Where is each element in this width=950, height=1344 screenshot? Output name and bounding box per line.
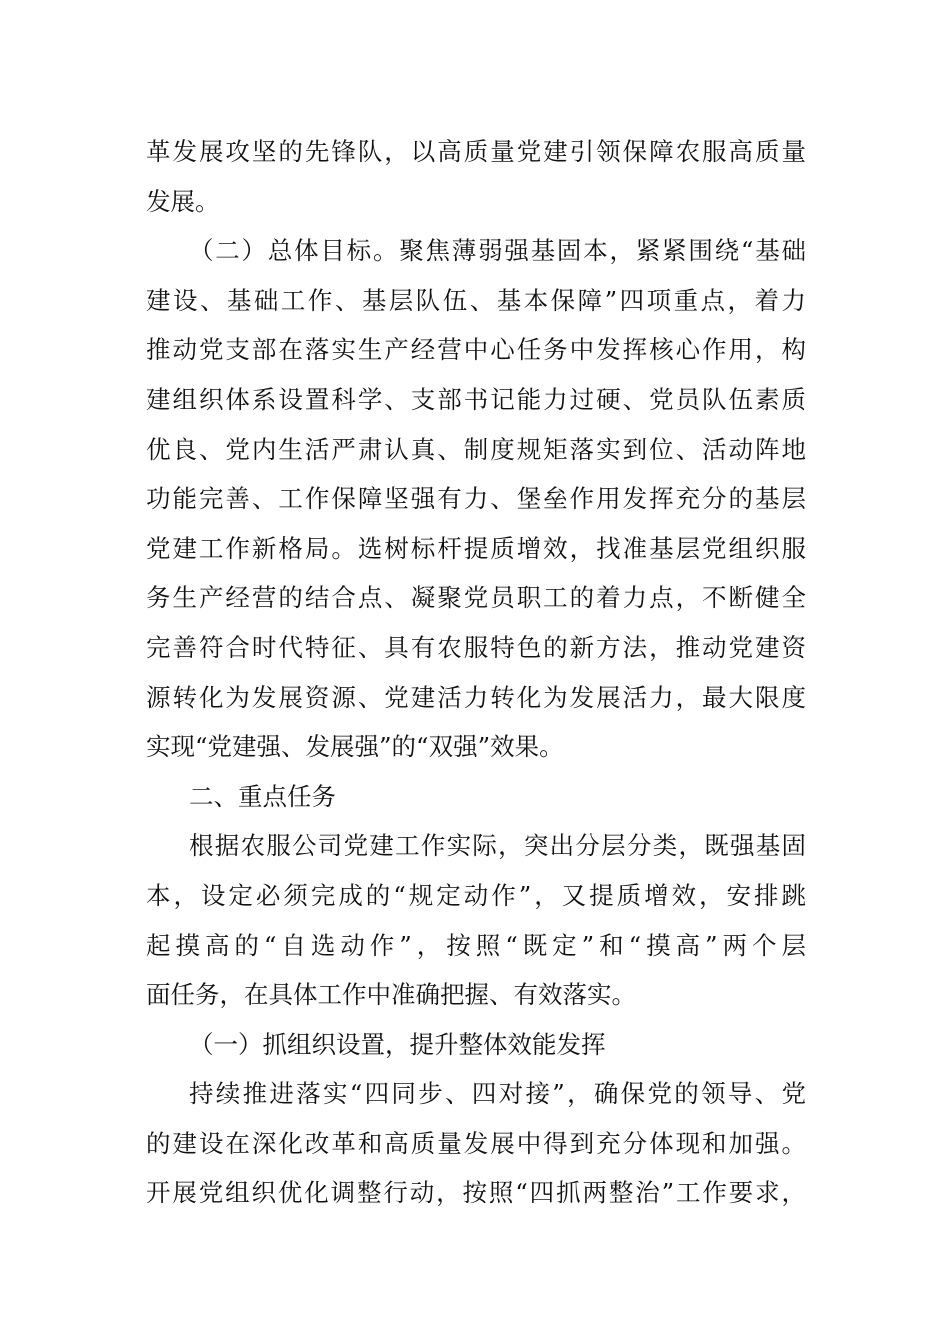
paragraph-continuation bbox=[146, 127, 806, 226]
text-line: 实现“党建强、发展强”的“双强”效果。 bbox=[146, 732, 564, 762]
text-line: 党建工作新格局。选树标杆提质增效，找准基层党组织服 bbox=[146, 533, 806, 563]
section-heading bbox=[146, 772, 806, 822]
text-line: 本，设定必须完成的“规定动作”，又提质增效，安排跳 bbox=[146, 880, 806, 910]
text-line: 功能完善、工作保障坚强有力、堡垒作用发挥充分的基层 bbox=[146, 484, 806, 514]
text-line: 面任务，在具体工作中准确把握、有效落实。 bbox=[146, 980, 636, 1010]
paragraph-organization-setup bbox=[146, 1069, 806, 1218]
subheading-text: （一）抓组织设置，提升整体效能发挥 bbox=[189, 1029, 606, 1059]
text-line: 务生产经营的结合点、凝聚党员职工的着力点，不断健全 bbox=[146, 583, 806, 613]
text-line: 优良、党内生活严肃认真、制度规矩落实到位、活动阵地 bbox=[146, 434, 806, 464]
text-line: 开展党组织优化调整行动，按照“四抓两整治”工作要求， bbox=[146, 1178, 806, 1208]
text-line: 革发展攻坚的先锋队，以高质量党建引领保障农服高质量 bbox=[146, 137, 806, 166]
text-line: 建组织体系设置科学、支部书记能力过硬、党员队伍素质 bbox=[146, 384, 806, 414]
subsection-heading bbox=[146, 1020, 806, 1070]
text-line: 源转化为发展资源、党建活力转化为发展活力，最大限度 bbox=[146, 682, 806, 712]
text-line: 的建设在深化改革和高质量发展中得到充分体现和加强。 bbox=[146, 1128, 806, 1158]
text-line: 建设、基础工作、基层队伍、基本保障”四项重点，着力 bbox=[146, 285, 806, 315]
text-line: 完善符合时代特征、具有农服特色的新方法，推动党建资 bbox=[146, 632, 806, 662]
text-line: 推动党支部在落实生产经营中心任务中发挥核心作用，构 bbox=[146, 335, 806, 365]
text-line: 发展。 bbox=[146, 186, 220, 216]
paragraph-overall-goals bbox=[146, 226, 806, 772]
document-body bbox=[146, 127, 806, 1218]
text-line: 持续推进落实“四同步、四对接”，确保党的领导、党 bbox=[189, 1079, 806, 1109]
text-line: 起摸高的“自选动作”，按照“既定”和“摸高”两个层 bbox=[146, 930, 806, 960]
text-line: （二）总体目标。聚焦薄弱强基固本，紧紧围绕“基础 bbox=[189, 236, 806, 266]
paragraph-key-tasks-intro bbox=[146, 821, 806, 1019]
text-line: 根据农服公司党建工作实际，突出分层分类，既强基固 bbox=[189, 831, 806, 861]
heading-text: 二、重点任务 bbox=[189, 781, 336, 811]
